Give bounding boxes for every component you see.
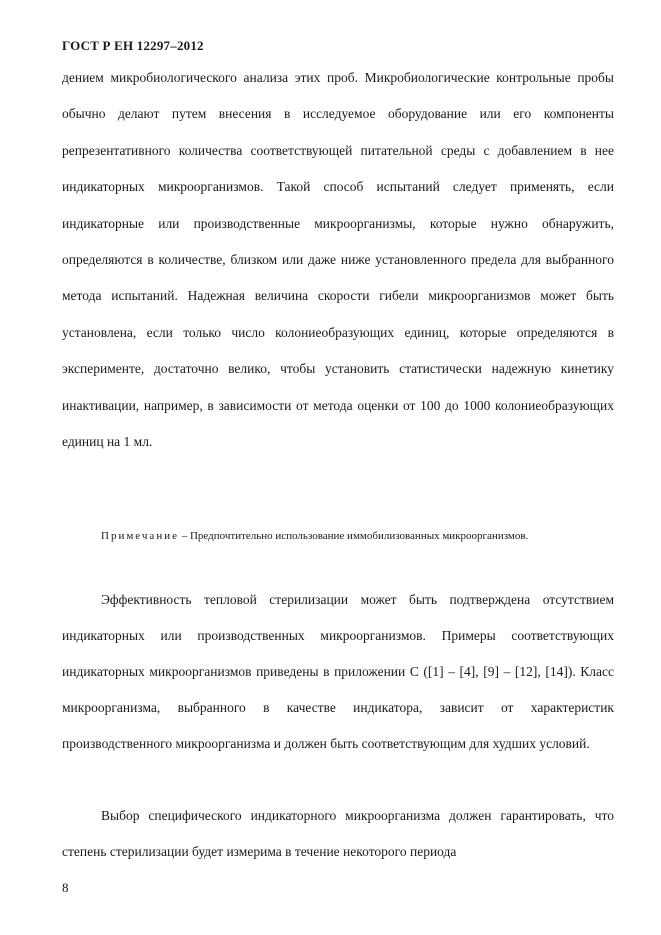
page-number: 8 [62, 880, 69, 895]
paragraph-continuation: дением микробиологического анализа этих проб. Микробиологические контрольные пробы обычно делают путем внесения в исследуемое оборудование или его компоненты репрезентативного количества соответствующей питательной среды с добавлением в нее индикаторных микроорганизмов. Такой способ испытаний следует применять, если индикаторные или производственные микроорганизмы, которые нужно обнаружить, определяются в количестве, близком или даже ниже установленного предела для выбранного метода испытаний. Надежная величина скорости гибели микроорганизмов может быть установлена, если только число колониеобразующих единиц, которые определяются в эксперименте, достаточно велико, чтобы установить статистически надежную кинетику инактивации, например, в зависимости от метода оценки от 100 до 1000 колониеобразующих единиц на 1 мл. [62, 70, 614, 450]
note-text: Предпочтительно использование иммобилизованных микроорганизмов. [189, 530, 529, 542]
paragraph-indicator-choice: Выбор специфического индикаторного микроорганизма должен гарантировать, что степень стерилизации будет измерима в течение некоторого периода [62, 808, 614, 859]
note-label: Примечание [101, 530, 179, 542]
note-block [62, 526, 614, 546]
note-separator: – [178, 530, 190, 542]
paragraph-sterilization-efficiency: Эффективность тепловой стерилизации может быть подтверждена отсутствием индикаторных или производственных микроорганизмов. Примеры соответствующих индикаторных микроорганизмов приведены в приложении С ([1] – [4], [9] – [12], [14]). Класс микроорганизма, выбранного в качестве индикатора, зависит от характеристик производственного микроорганизма и должен быть соответствующим для худших условий. [62, 592, 614, 751]
document-code-header: ГОСТ Р ЕН 12297–2012 [62, 38, 204, 53]
